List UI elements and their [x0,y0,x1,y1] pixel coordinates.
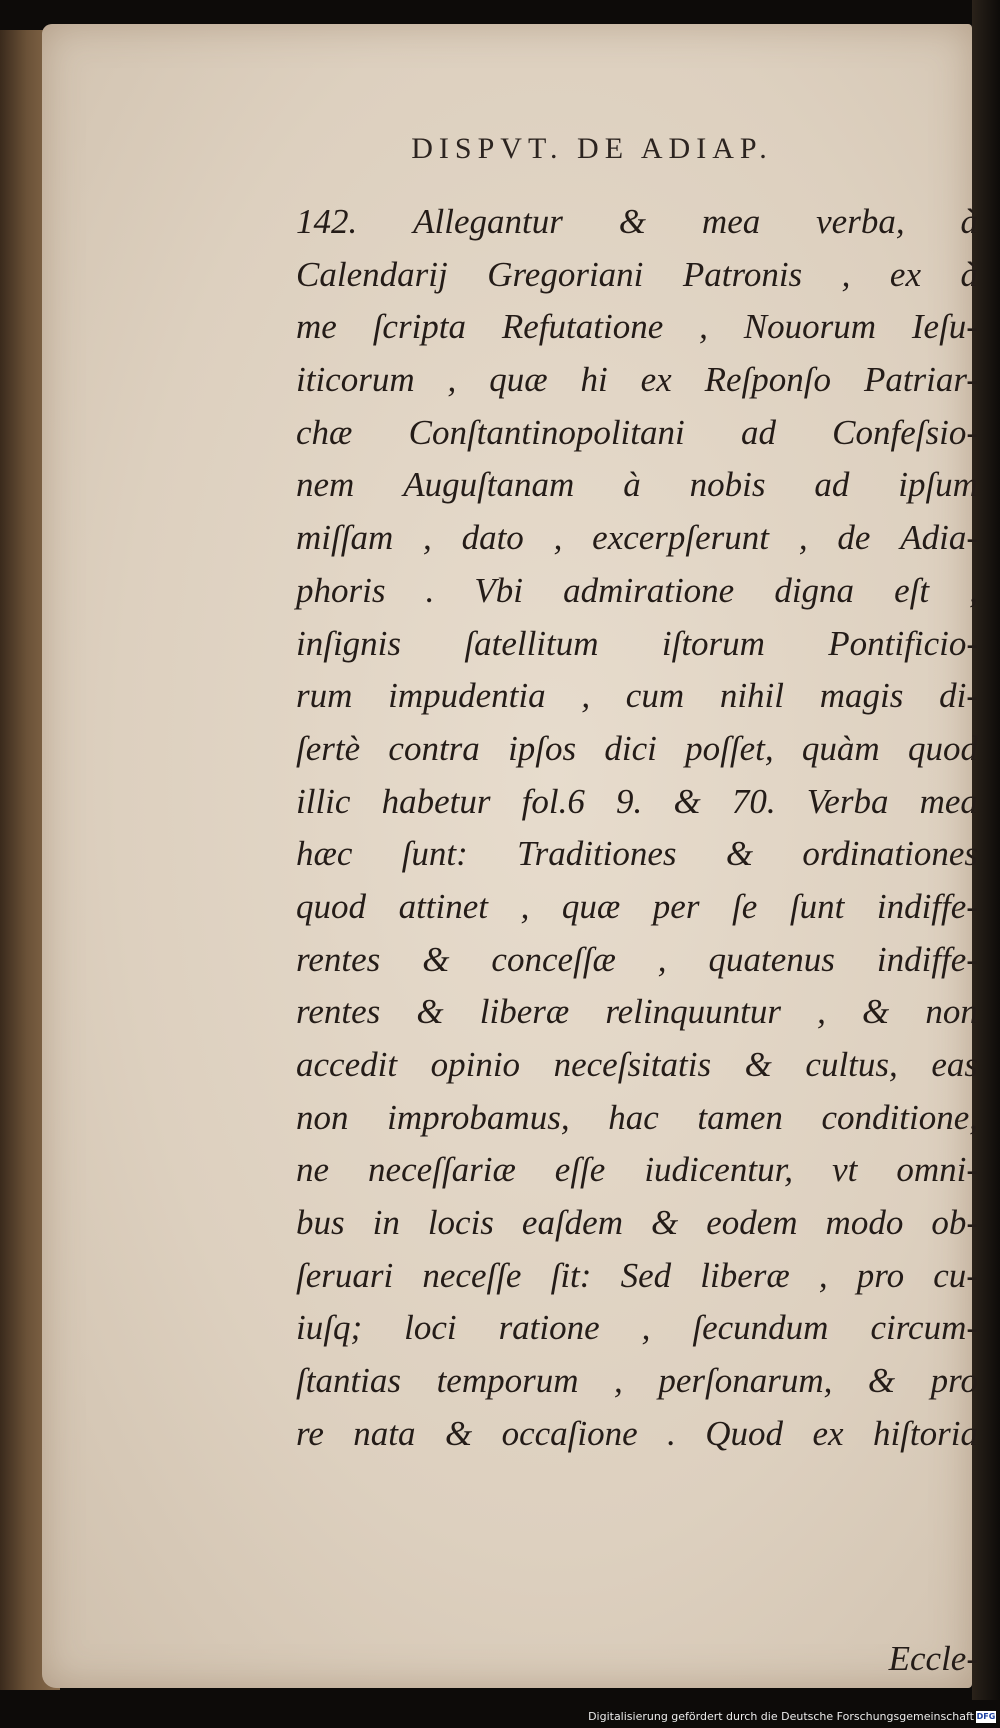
text-word: accedit [296,1045,398,1084]
text-word: liberæ [700,1255,790,1295]
text-word: inſignis [296,623,402,663]
text-word: non [296,1097,349,1137]
text-word: , [817,992,826,1032]
text-word: quatenus [708,939,835,979]
text-word: cultus, [805,1045,898,1084]
text-line [296,624,978,677]
text-word: vt [832,1150,858,1190]
text-word: hac [608,1097,659,1137]
text-word: hi [580,360,608,400]
text-line [296,1098,978,1151]
text-word: attinet [398,886,488,926]
text-word: mea [701,202,761,241]
text-word: quæ [561,886,621,926]
text-word: 70. [731,781,776,821]
text-word: , [423,518,432,558]
text-word: omni- [896,1150,978,1190]
text-word: rentes [296,939,381,979]
text-word: occaſione [501,1413,638,1453]
text-word: & [416,992,444,1032]
text-line [296,518,978,571]
text-word: eaſdem [521,1203,623,1243]
text-word: cum [625,676,685,716]
text-line [296,413,978,466]
text-word: iudicentur, [644,1150,794,1190]
text-word: quod [296,886,366,926]
text-word: & [867,1361,896,1401]
text-word: circum- [870,1308,978,1348]
text-word: Patriar- [863,360,978,400]
text-word: Confeſsio- [832,412,978,452]
text-line [296,571,978,624]
text-word: ſtantias [296,1361,402,1401]
text-word: & [650,1203,679,1243]
page-text-block [296,202,978,1467]
text-word: relinquuntur [605,992,782,1032]
text-word: admiratione [563,570,735,610]
text-word: improbamus, [387,1097,570,1137]
text-word: neceſsitatis [553,1045,712,1084]
text-word: nihil [719,676,785,716]
text-word: Calendarij [296,254,448,294]
text-word: conceſſæ [491,939,616,979]
text-word: excerpſerunt [592,518,770,558]
text-word: chæ [296,412,353,452]
text-word: ſeruari [296,1255,394,1295]
text-word: , [581,676,591,716]
text-word: quàm [801,728,880,768]
text-line [296,255,978,308]
text-word: 9. [616,781,643,821]
text-word: & [618,202,647,241]
text-word: . [425,570,435,610]
text-word: Conſtantinopolitani [408,412,685,452]
text-word: hæc [296,834,353,874]
text-word: ſatellitum [464,623,599,663]
text-word: , [657,939,667,979]
text-word: ordinationes [802,834,978,874]
text-word: , [818,1255,828,1295]
text-word: Nouorum [743,307,876,347]
text-word: miſſam [296,518,394,558]
text-word: eas [931,1045,978,1084]
text-line [296,202,978,255]
text-word: conditione, [821,1097,978,1137]
text-word: & [444,1413,473,1453]
text-word: liberæ [479,992,570,1032]
text-word: , [553,518,563,558]
text-word: pro [930,1361,978,1401]
text-word: Verba [806,781,889,821]
text-word: iticorum [296,360,415,400]
text-word: , [447,360,457,400]
text-word: loci [404,1308,457,1348]
text-word: ob- [931,1203,978,1243]
text-word: Ieſu- [911,307,978,347]
text-word: ex [812,1413,844,1453]
text-word: mea [919,781,978,821]
text-word: pro [856,1255,905,1295]
text-line [296,1361,978,1414]
text-word: , [969,570,978,610]
text-word: per [652,886,700,926]
text-word: , [699,307,708,347]
text-word: me [296,307,337,347]
text-word: de [837,518,871,558]
text-word: Refutatione [501,307,664,347]
text-word: dato [461,518,524,558]
text-word: rum [296,676,353,716]
text-word: fol.6 [521,781,585,821]
text-word: à [960,254,978,294]
text-word: neceſſe [422,1255,522,1295]
text-word: ex [640,360,672,400]
text-word: ipſos [508,728,577,768]
text-word: ipſum [898,465,978,505]
text-word: nata [353,1413,416,1453]
text-word: Quod [705,1413,784,1453]
text-word: iſtorum [661,623,765,663]
text-word: modo [825,1203,904,1243]
text-line [296,1256,978,1309]
text-line [296,940,978,993]
text-word: hiſtoria [872,1413,978,1453]
text-word: nobis [689,465,766,505]
text-word: verba, [816,202,905,241]
text-line [296,676,978,729]
text-word: ſertè [296,728,361,768]
text-word: Sed [620,1255,672,1295]
text-word: & [673,781,701,821]
text-line [296,465,978,518]
text-word: à [960,202,978,241]
text-word: phoris [296,570,386,610]
text-word: habetur [381,781,491,821]
text-word: Allegantur [413,202,563,241]
text-line [296,1150,978,1203]
dfg-logo-icon: DFG [976,1712,996,1721]
text-line [296,360,978,413]
text-word: 142. [296,202,358,241]
running-header: DISPVT. DE ADIAP. [411,132,773,165]
text-word: eſt [894,570,930,610]
text-word: rentes [296,992,381,1032]
text-line [296,1308,978,1361]
text-word: magis [819,676,904,716]
text-word: locis [427,1203,494,1243]
text-word: Gregoriani [487,254,644,294]
text-word: ſecundum [692,1308,829,1348]
text-word: ſit: [550,1255,592,1295]
book-page [42,24,978,1688]
text-word: ne [296,1150,330,1190]
text-word: cu- [933,1255,978,1295]
text-line [296,1045,978,1098]
text-word: iuſq; [296,1308,363,1348]
text-word: quæ [489,360,548,400]
footer-credit: Digitalisierung gefördert durch die Deutsche Forschungsgemeinschaft [588,1710,974,1723]
text-word: Reſponſo [704,360,832,400]
text-line [296,834,978,887]
text-word: à [623,465,641,505]
text-word: neceſſariæ [368,1150,516,1190]
text-word: ad [814,465,850,505]
text-word: perſonarum, [658,1361,833,1401]
text-line [296,729,978,782]
text-word: di- [939,676,978,716]
text-word: tamen [697,1097,783,1137]
text-word: & [725,834,754,874]
text-word: ratione [498,1308,600,1348]
text-line [296,1203,978,1256]
text-word: . [667,1413,676,1453]
text-word: , [641,1308,651,1348]
text-word: ſe [732,886,758,926]
text-word: ſcripta [372,307,467,347]
text-line [296,992,978,1045]
text-word: eodem [706,1203,798,1243]
text-word: , [520,886,530,926]
text-word: , [798,518,808,558]
text-word: opinio [430,1045,521,1084]
text-word: Pontificio- [828,623,978,663]
text-word: & [744,1045,772,1084]
text-word: nem [296,465,355,505]
text-word: indiffe- [876,886,978,926]
text-word: & [422,939,450,979]
text-word: digna [774,570,855,610]
text-word: Traditiones [517,834,677,874]
footer-bar [0,1704,1000,1728]
text-word: quod [907,728,978,768]
text-word: & [862,992,890,1032]
text-line [296,782,978,835]
text-line [296,887,978,940]
text-word: ex [889,254,921,294]
text-word: , [841,254,851,294]
text-word: eſſe [554,1150,606,1190]
text-word: ad [740,412,776,452]
text-word: dici [604,728,657,768]
catchword: Eccle- [888,1639,978,1678]
text-word: impudentia [388,676,546,716]
text-word: re [296,1413,324,1453]
text-word: non [925,992,978,1032]
text-word: bus [296,1203,345,1243]
text-word: Vbi [474,570,524,610]
text-word: temporum [436,1361,579,1401]
text-word: Auguſtanam [403,465,575,505]
text-word: Adia- [900,518,978,558]
text-word: Patronis [682,254,803,294]
text-word: poſſet, [685,728,774,768]
text-line [296,307,978,360]
text-word: ſunt [789,886,845,926]
text-line [296,1414,978,1467]
text-word: in [372,1203,400,1243]
text-word: indiffe- [876,939,978,979]
text-word: contra [388,728,480,768]
text-word: ſunt: [401,834,468,874]
text-word: , [614,1361,623,1401]
text-word: illic [296,781,351,821]
